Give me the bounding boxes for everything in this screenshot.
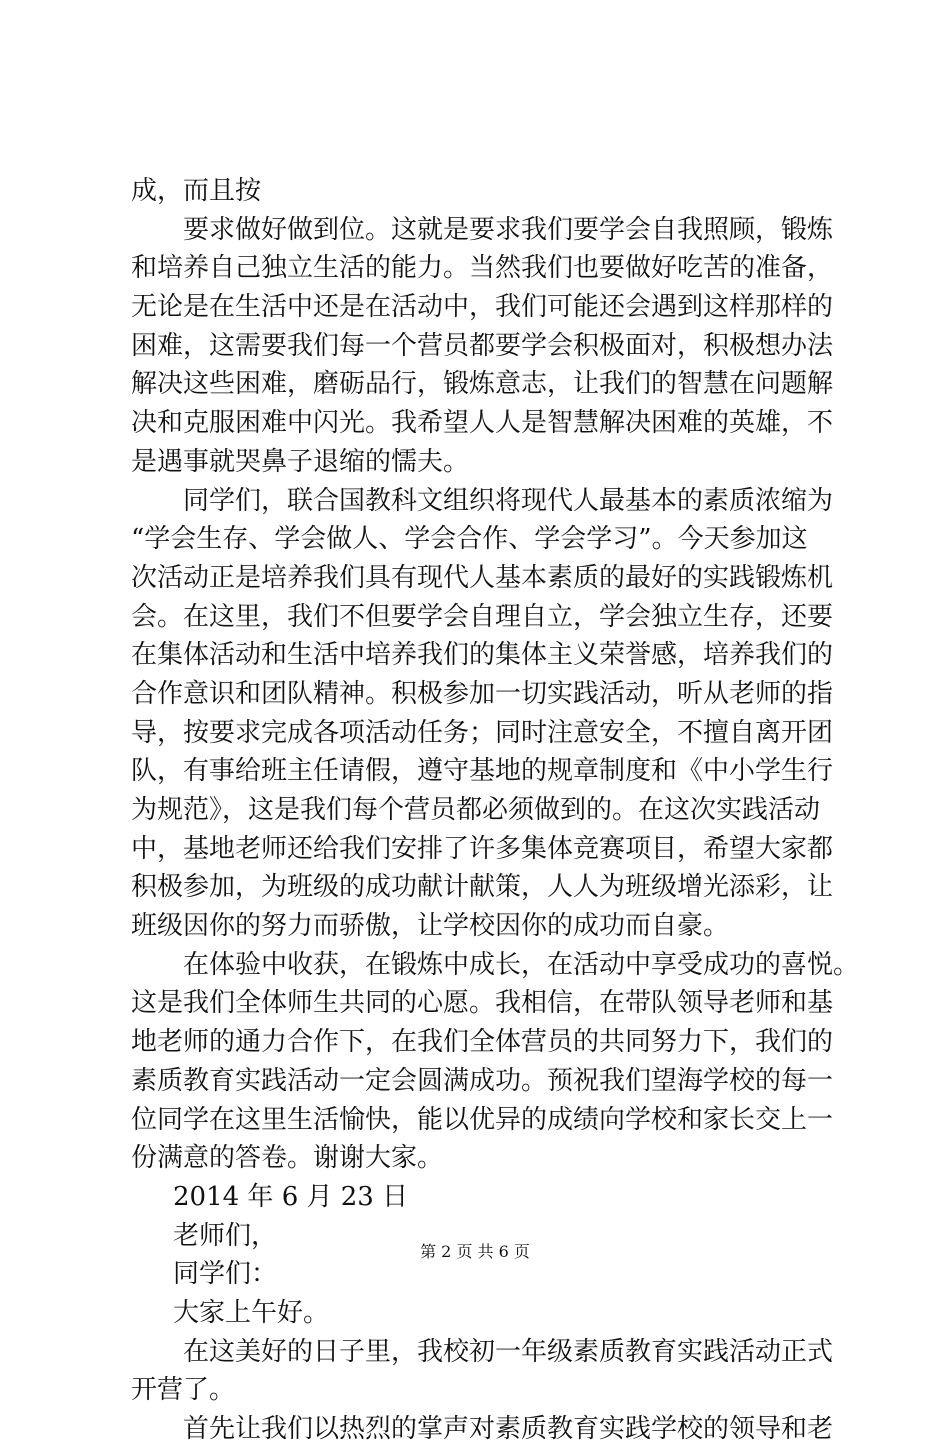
text-line: 积极参加，为班级的成功献计献策，人人为班级增光添彩，让 xyxy=(131,872,834,903)
text-line: 同学们，联合国教科文组织将现代人最基本的素质浓缩为 xyxy=(183,485,834,516)
text-line: 地老师的通力合作下，在我们全体营员的共同努力下，我们的 xyxy=(131,1027,834,1058)
text-line: 为规范》，这是我们每个营员都必须做到的。在这次实践活动 xyxy=(131,795,821,825)
text-line: 这是我们全体师生共同的心愿。我相信，在带队领导老师和基 xyxy=(131,988,834,1019)
text-line: 在这美好的日子里，我校初一年级素质教育实践活动正式 xyxy=(183,1336,834,1367)
text-line: 决和克服困难中闪光。我希望人人是智慧解决困难的英雄，不 xyxy=(131,408,834,439)
text-line: 要求做好做到位。这就是要求我们要学会自我照顾，锻炼 xyxy=(183,214,834,245)
text-line: 位同学在这里生活愉快，能以优异的成绩向学校和家长交上一 xyxy=(131,1104,834,1135)
text-line: 合作意识和团队精神。积极参加一切实践活动，听从老师的指 xyxy=(131,678,834,709)
text-line: 导，按要求完成各项活动任务；同时注意安全，不擅自离开团 xyxy=(131,717,834,748)
text-line: 解决这些困难，磨砺品行，锻炼意志，让我们的智慧在问题解 xyxy=(131,369,834,400)
text-line: 次活动正是培养我们具有现代人基本素质的最好的实践锻炼机 xyxy=(131,562,834,593)
text-line: 中，基地老师还给我们安排了许多集体竞赛项目，希望大家都 xyxy=(131,833,834,864)
text-line: 无论是在生活中还是在活动中，我们可能还会遇到这样那样的 xyxy=(131,292,834,323)
text-line: 首先让我们以热烈的掌声对素质教育实践学校的领导和老 xyxy=(183,1414,834,1444)
text-line: 素质教育实践活动一定会圆满成功。预祝我们望海学校的每一 xyxy=(131,1065,834,1096)
text-line: 在体验中收获，在锻炼中成长，在活动中享受成功的喜悦。 xyxy=(183,949,860,980)
text-line: 成，而且按 xyxy=(131,176,262,206)
text-line: 开营了。 xyxy=(131,1375,236,1406)
page-number: 第 2 页 共 6 页 xyxy=(420,1242,530,1261)
text-line: 是遇事就哭鼻子退缩的懦夫。 xyxy=(131,446,470,477)
text-line: 和培养自己独立生活的能力。当然我们也要做好吃苦的准备， xyxy=(131,253,834,284)
text-line: 困难，这需要我们每一个营员都要学会积极面对，积极想办法 xyxy=(131,330,834,361)
date-line: 2014 年 6 月 23 日 xyxy=(173,1181,409,1212)
salutation-line: 同学们： xyxy=(173,1259,278,1290)
page-footer xyxy=(0,1242,950,1262)
text-line: “学会生存、学会做人、学会合作、学会学习”。今天参加这 xyxy=(131,524,808,555)
text-line: 份满意的答卷。谢谢大家。 xyxy=(131,1143,444,1174)
text-line: 队，有事给班主任请假，遵守基地的规章制度和《中小学生行 xyxy=(131,756,834,787)
greeting-line: 大家上午好。 xyxy=(173,1297,330,1328)
text-line: 会。在这里，我们不但要学会自理自立，学会独立生存，还要 xyxy=(131,601,834,632)
text-line: 在集体活动和生活中培养我们的集体主义荣誉感，培养我们的 xyxy=(131,640,834,671)
salutation-line: 老师们， xyxy=(173,1220,278,1251)
text-line: 班级因你的努力而骄傲，让学校因你的成功而自豪。 xyxy=(131,911,730,942)
